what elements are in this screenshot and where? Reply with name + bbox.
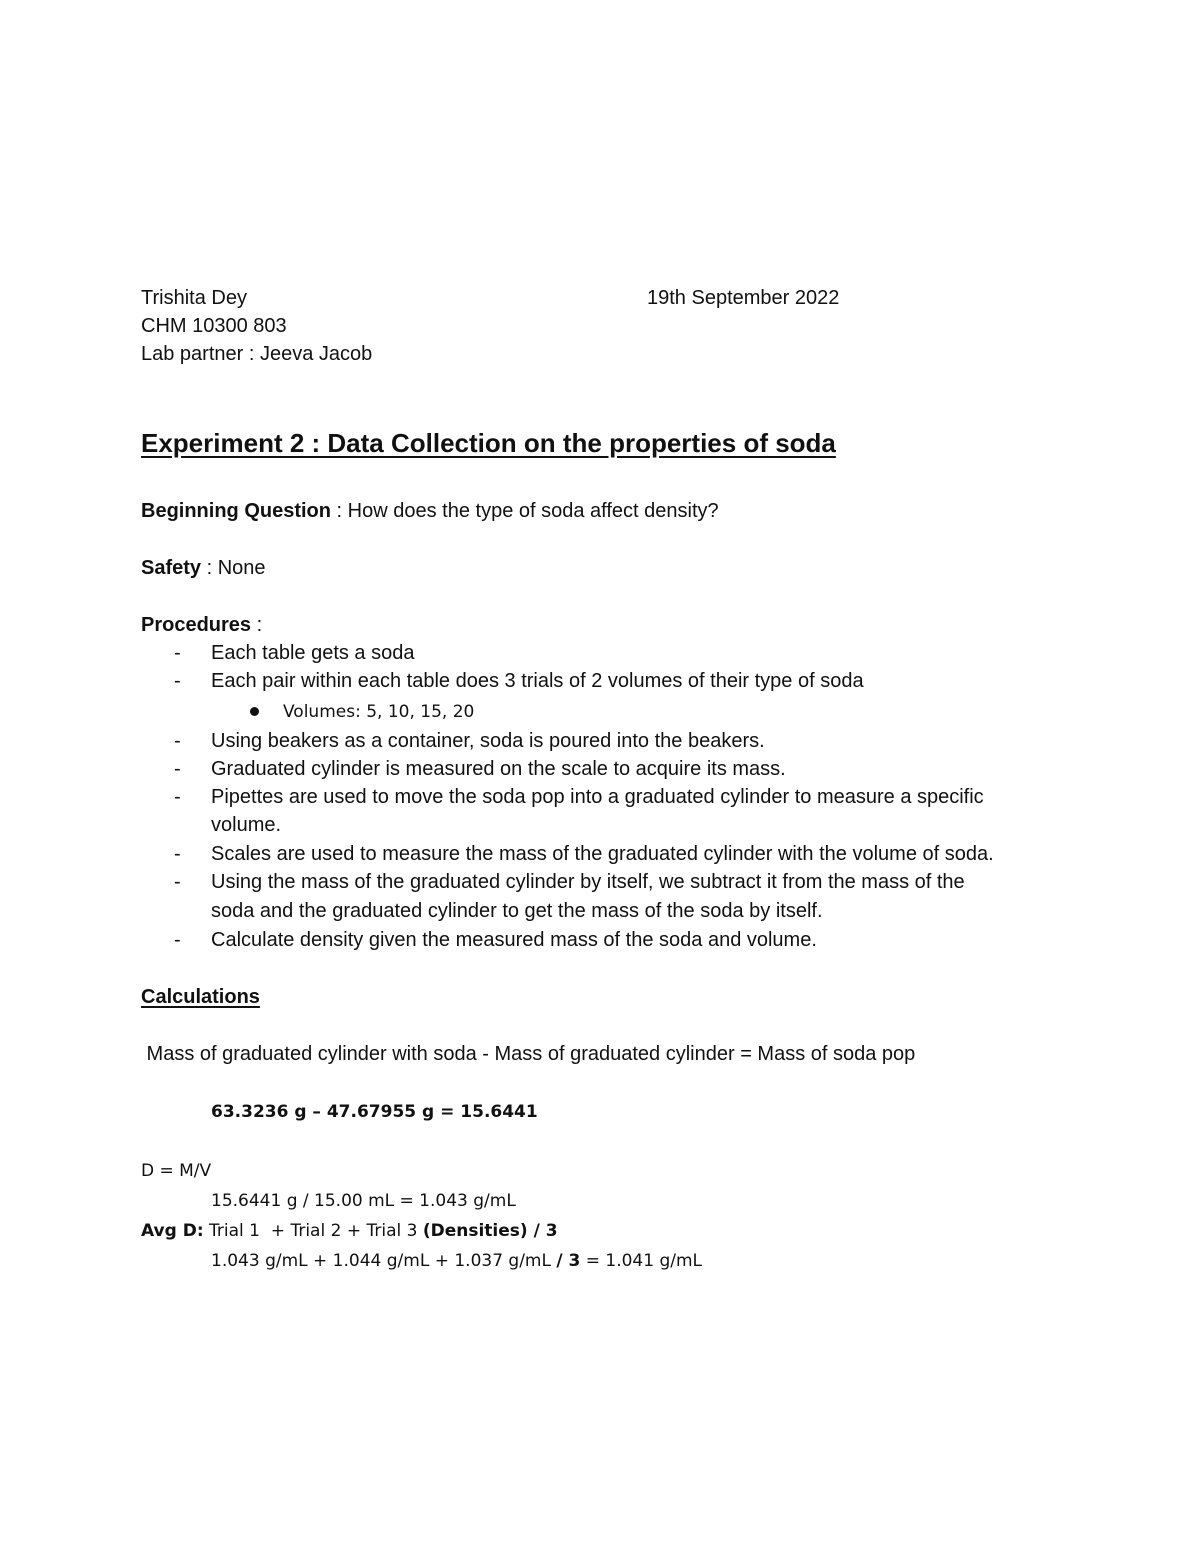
procedures-label: Procedures [141, 614, 252, 636]
avg-label: Avg D: [141, 1221, 204, 1241]
procedure-sub-item: Volumes: 5, 10, 15, 20 [283, 702, 475, 722]
safety [141, 554, 266, 582]
beginning-question-label: Beginning Question [141, 500, 331, 522]
procedure-item-continued: soda and the graduated cylinder to get the mass of the soda by itself. [211, 900, 823, 922]
procedure-item: Scales are used to measure the mass of the graduated cylinder with the volume of soda. [211, 843, 994, 865]
procedure-item: Using beakers as a container, soda is poured into the beakers. [211, 730, 765, 752]
procedure-item: Graduated cylinder is measured on the scale to acquire its mass. [211, 758, 786, 780]
author-name: Trishita Dey [141, 287, 247, 309]
procedure-item: Using the mass of the graduated cylinder by itself, we subtract it from the mass of the [211, 871, 965, 893]
report-date: 19th September 2022 [647, 287, 840, 309]
dash-marker: - [174, 843, 181, 865]
dash-marker: - [174, 786, 181, 808]
avg-formula-text: Trial 1 + Trial 2 + Trial 3 [203, 1221, 423, 1241]
procedure-item-continued: volume. [211, 814, 282, 836]
dash-marker: - [174, 758, 181, 780]
document-title: Experiment 2 : Data Collection on the properties of soda [141, 428, 836, 458]
procedures-suffix: : [251, 614, 263, 636]
mass-formula: Mass of graduated cylinder with soda - Mass of graduated cylinder = Mass of soda pop [141, 1043, 916, 1065]
avg-example-c: = 1.041 g/mL [580, 1251, 703, 1271]
avg-density-formula [141, 1217, 558, 1245]
procedure-item: Pipettes are used to move the soda pop into a graduated cylinder to measure a specific [211, 786, 984, 808]
dash-marker: - [174, 730, 181, 752]
density-example [211, 1187, 516, 1215]
safety-label: Safety [141, 557, 202, 579]
avg-density-example [211, 1247, 702, 1275]
course-code: CHM 10300 803 [141, 315, 287, 337]
density-example-text: 15.6441 g / 15.00 mL = 1.043 g/mL [211, 1191, 516, 1211]
procedure-item: Calculate density given the measured mass of the soda and volume. [211, 929, 817, 951]
avg-example-a: 1.043 g/mL + 1.044 g/mL + 1.037 g/mL [211, 1251, 557, 1271]
dash-marker: - [174, 642, 181, 664]
safety-text: : None [201, 557, 266, 579]
avg-formula-bold: (Densities) / 3 [422, 1221, 558, 1241]
bullet-icon [250, 707, 259, 716]
density-formula: D = M/V [141, 1161, 212, 1181]
dash-marker: - [174, 871, 181, 893]
procedure-item: Each table gets a soda [211, 642, 415, 664]
calculations-heading: Calculations [141, 986, 260, 1008]
procedure-item: Each pair within each table does 3 trials of 2 volumes of their type of soda [211, 670, 864, 692]
dash-marker: - [174, 929, 181, 951]
dash-marker: - [174, 670, 181, 692]
avg-example-b: / 3 [556, 1251, 581, 1271]
beginning-question [141, 497, 719, 525]
lab-partner: Lab partner : Jeeva Jacob [141, 343, 373, 365]
procedures-heading [141, 611, 262, 639]
mass-example: 63.3236 g – 47.67955 g = 15.6441 [211, 1102, 538, 1122]
beginning-question-text: : How does the type of soda affect density? [331, 500, 719, 522]
